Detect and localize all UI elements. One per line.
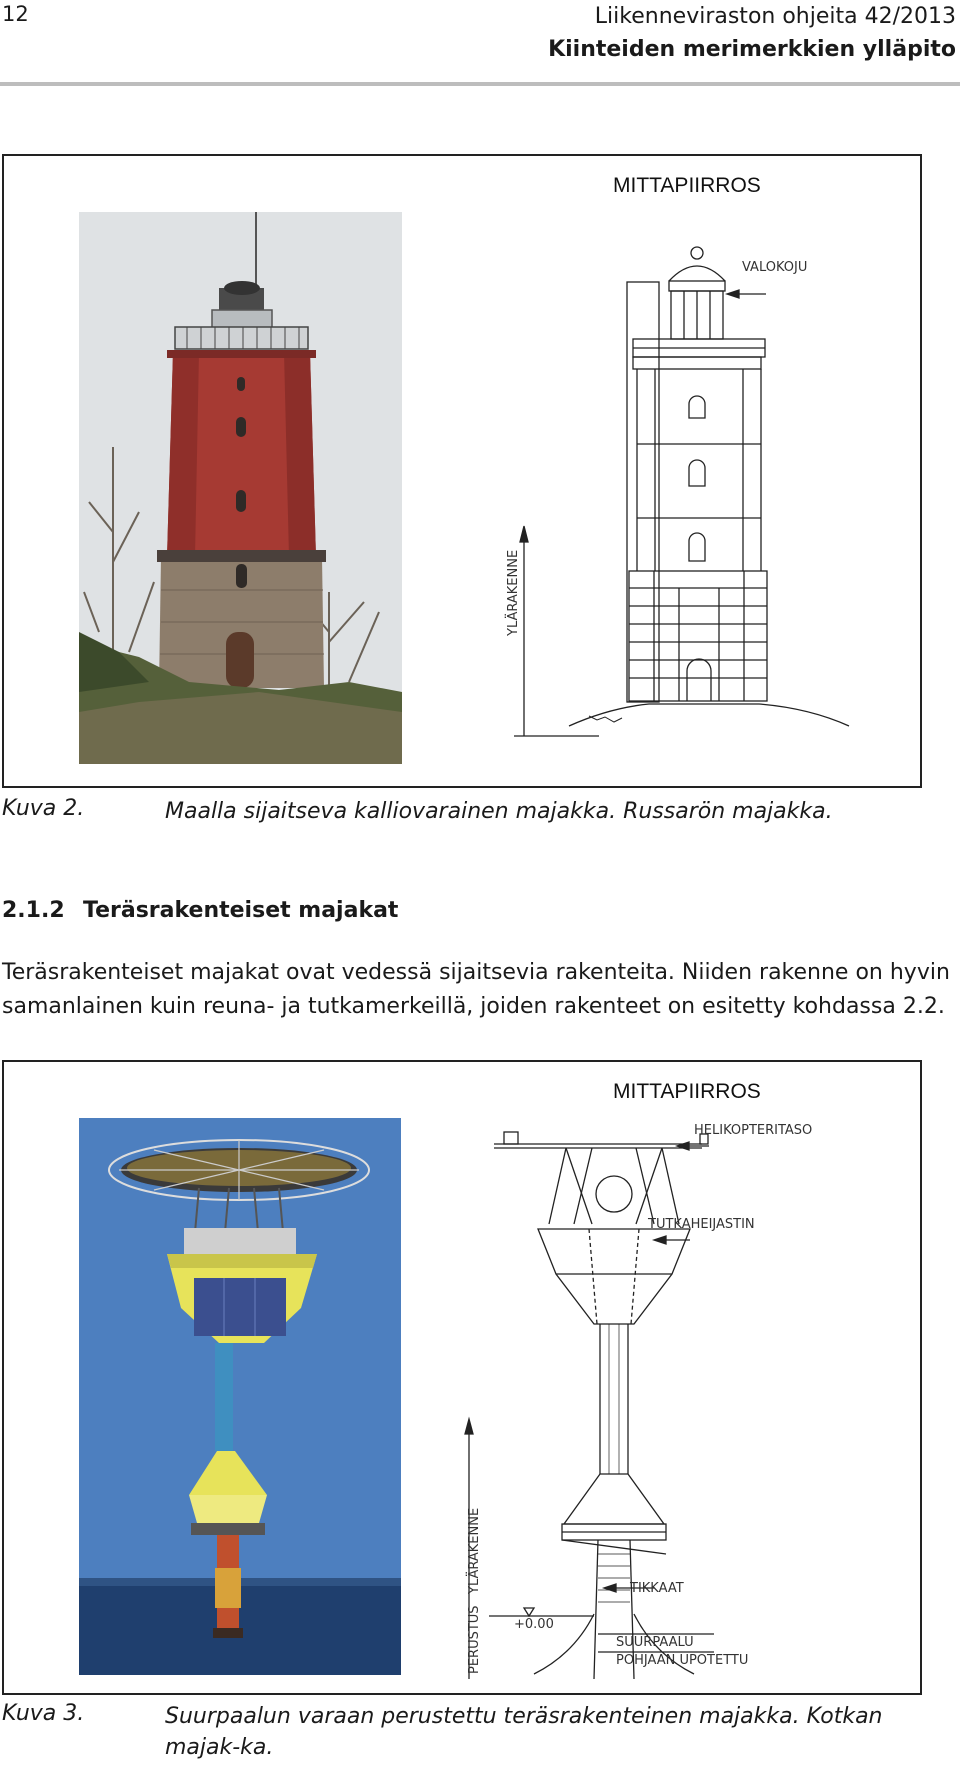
russaro-lighthouse-photo: [79, 212, 402, 764]
figure-2-frame: [2, 154, 922, 788]
body-paragraph: Teräsrakenteiset majakat ovat vedessä sijaitsevia rakenteita. Niiden rakenne on hyvin samanlainen kuin reuna- ja tutkamerkeillä, joiden rakenteet on esitetty kohdassa 2.2.: [2, 960, 950, 1019]
kotka-lighthouse-drawing: [467, 1114, 834, 1684]
label-ylarakenne: YLÄRAKENNE: [506, 549, 521, 636]
caption-text: Suurpaalun varaan perustettu teräsrakenteinen majakka. Kotkan majak-ka.: [165, 1704, 883, 1760]
drawing-title: MITTAPIIRROS: [613, 1080, 761, 1103]
label-suurpaalu: SUURPAALU: [616, 1635, 694, 1650]
caption-text: Maalla sijaitseva kalliovarainen majakka. Russarön majakka.: [165, 799, 833, 824]
caption-label: Kuva 3.: [2, 1701, 85, 1726]
caption-label: Kuva 2.: [2, 796, 85, 821]
page-number: 12: [2, 2, 29, 26]
russaro-lighthouse-drawing: [506, 196, 859, 776]
publication-series: Liikenneviraston ohjeita 42/2013: [594, 4, 956, 29]
section-title: Teräsrakenteiset majakat: [83, 898, 399, 923]
running-header: [548, 0, 956, 66]
label-valokoju: VALOKOJU: [742, 260, 808, 275]
label-ylarakenne: YLÄRAKENNE: [467, 1507, 482, 1594]
header-divider: [0, 82, 960, 86]
label-perustus: PERUSTUS: [467, 1605, 482, 1674]
drawing-title: MITTAPIIRROS: [613, 174, 761, 197]
label-tutkaheijastin: TUTKAHEIJASTIN: [648, 1217, 755, 1232]
kotka-lighthouse-photo: [79, 1118, 401, 1675]
section-number: 2.1.2: [2, 898, 65, 923]
label-pohjaan-upotettu: POHJAAN UPOTETTU: [616, 1653, 749, 1668]
figure-3-frame: [2, 1060, 922, 1695]
section-heading: [2, 898, 398, 923]
publication-title: Kiinteiden merimerkkien ylläpito: [548, 37, 956, 62]
label-level: +0.00: [514, 1617, 554, 1632]
label-tikkaat: TIKKAAT: [630, 1581, 684, 1596]
label-helikopteritaso: HELIKOPTERITASO: [694, 1123, 813, 1138]
